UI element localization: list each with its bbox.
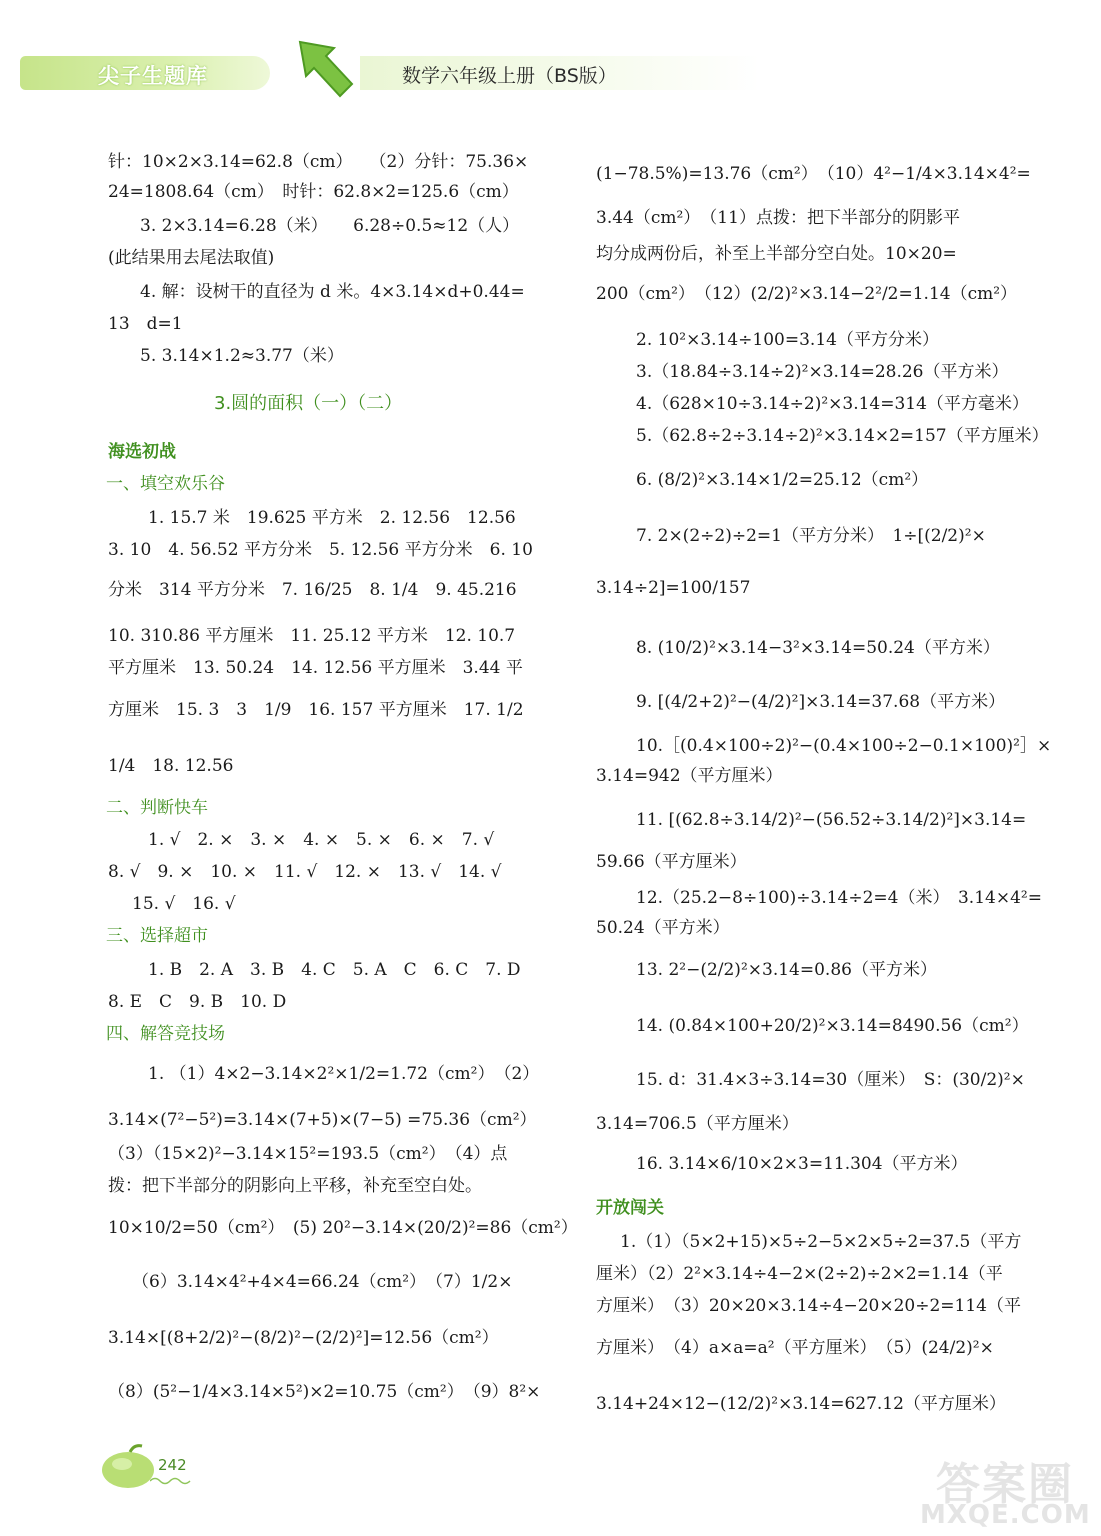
watermark xyxy=(920,1448,1090,1532)
text-line: 11. [(62.8÷3.14/2)²−(56.52÷3.14/2)²]×3.14= xyxy=(636,810,1027,830)
section-title: 3.圆的面积（一）（二） xyxy=(214,393,403,414)
text-line: 3.14+24×12−(12/2)²×3.14=627.12（平方厘米） xyxy=(596,1394,1006,1414)
text-line: 15. d：31.4×3÷3.14=30（厘米） S：(30/2)²× xyxy=(636,1070,1025,1090)
text-line: 3.（18.84÷3.14÷2)²×3.14=28.26（平方米） xyxy=(636,362,1009,382)
watermark-sub: MXQE.COM xyxy=(920,1500,1091,1530)
text-line: 24=1808.64（cm） 时针：62.8×2=125.6（cm） xyxy=(108,182,519,202)
text-line: 12.（25.2−8÷100)÷3.14÷2=4（米） 3.14×4²= xyxy=(636,888,1042,908)
text-line: 针：10×2×3.14=62.8（cm） （2）分针：75.36× xyxy=(108,152,529,172)
text-line: 10. 310.86 平方厘米 11. 25.12 平方米 12. 10.7 xyxy=(108,626,516,646)
text-line: 50.24（平方米） xyxy=(596,918,730,938)
text-line: 3.14÷2]=100/157 xyxy=(596,578,751,598)
text-line: 10×10/2=50（cm²） (5) 20²−3.14×(20/2)²=86（cm²） xyxy=(108,1218,578,1238)
text-line: 13 d=1 xyxy=(108,314,183,334)
text-line: 1.（1）（5×2+15)×5÷2−5×2×5÷2=37.5（平方 xyxy=(620,1232,1022,1252)
text-line: 厘米）（2）2²×3.14÷4−2×(2÷2)÷2×2=1.14（平 xyxy=(596,1264,1003,1284)
text-line: （6）3.14×4²+4×4=66.24（cm²） （7）1/2× xyxy=(132,1272,513,1292)
subsection-heading: 二、判断快车 xyxy=(106,798,208,818)
text-line: 3.14×(7²−5²)=3.14×(7+5)×(7−5) =75.36（cm²） xyxy=(108,1110,537,1130)
text-line: 9. [(4/2+2)²−(4/2)²]×3.14=37.68（平方米） xyxy=(636,692,1006,712)
text-line: 8. (10/2)²×3.14−3²×3.14=50.24（平方米） xyxy=(636,638,1000,658)
text-line: (此结果用去尾法取值) xyxy=(108,248,275,268)
text-line: 1. B 2. A 3. B 4. C 5. A C 6. C 7. D xyxy=(148,960,521,980)
text-line: 3. 2×3.14=6.28（米） 6.28÷0.5≈12（人） xyxy=(140,216,520,236)
text-line: 15. √ 16. √ xyxy=(132,894,236,914)
text-line: 3.14=942（平方厘米） xyxy=(596,766,783,786)
text-line: 8. E C 9. B 10. D xyxy=(108,992,287,1012)
text-line: 4.（628×10÷3.14÷2)²×3.14=314（平方毫米） xyxy=(636,394,1029,414)
text-line: 16. 3.14×6/10×2×3=11.304（平方米） xyxy=(636,1154,968,1174)
wave-decoration xyxy=(150,1476,194,1486)
watermark-main: 答案圈 xyxy=(936,1459,1074,1510)
subsection-heading: 三、选择超市 xyxy=(106,926,208,946)
text-line: 14. (0.84×100+20/2)²×3.14=8490.56（cm²） xyxy=(636,1016,1029,1036)
header-brand: 尖子生题库 xyxy=(98,64,208,88)
text-line: 分米 314 平方分米 7. 16/25 8. 1/4 9. 45.216 xyxy=(108,580,517,600)
text-line: （3）（15×2)²−3.14×15²=193.5（cm²） （4）点 xyxy=(108,1144,508,1164)
text-line: 5.（62.8÷2÷3.14÷2)²×3.14×2=157（平方厘米） xyxy=(636,426,1049,446)
text-line: 4. 解：设树干的直径为 d 米。4×3.14×d+0.44= xyxy=(140,282,525,302)
text-line: 均分成两份后，补至上半部分空白处。10×20= xyxy=(596,244,957,264)
text-line: 200（cm²） （12）(2/2)²×3.14−2²/2=1.14（cm²） xyxy=(596,284,1018,304)
page-number: 242 xyxy=(158,1456,187,1474)
text-line: 2. 10²×3.14÷100=3.14（平方分米） xyxy=(636,330,939,350)
header-title: 数学六年级上册（BS版） xyxy=(402,65,617,87)
section-heading: 开放闯关 xyxy=(596,1198,664,1218)
text-line: 拨：把下半部分的阴影向上平移，补充至空白处。 xyxy=(108,1176,482,1196)
text-line: 6. (8/2)²×3.14×1/2=25.12（cm²） xyxy=(636,470,929,490)
text-line: 1/4 18. 12.56 xyxy=(108,756,234,776)
text-line: (1−78.5%)=13.76（cm²） （10）4²−1/4×3.14×4²= xyxy=(596,164,1031,184)
text-line: 10.［(0.4×100÷2)²−(0.4×100÷2−0.1×100)²］× xyxy=(636,736,1052,756)
subsection-heading: 一、填空欢乐谷 xyxy=(106,474,225,494)
text-line: 3.14×[(8+2/2)²−(8/2)²−(2/2)²]=12.56（cm²） xyxy=(108,1328,499,1348)
subsection-heading: 四、解答竞技场 xyxy=(106,1024,225,1044)
section-heading: 海选初战 xyxy=(108,442,176,462)
text-line: 7. 2×(2÷2)÷2=1（平方分米） 1÷[(2/2)²× xyxy=(636,526,986,546)
text-line: 1. （1）4×2−3.14×2²×1/2=1.72（cm²） （2） xyxy=(148,1064,540,1084)
text-line: 1. 15.7 米 19.625 平方米 2. 12.56 12.56 xyxy=(148,508,516,528)
arrow-icon xyxy=(296,38,356,100)
text-line: 平方厘米 13. 50.24 14. 12.56 平方厘米 3.44 平 xyxy=(108,658,523,678)
text-line: 3.14=706.5（平方厘米） xyxy=(596,1114,799,1134)
text-line: 59.66（平方厘米） xyxy=(596,852,747,872)
text-line: 方厘米 15. 3 3 1/9 16. 157 平方厘米 17. 1/2 xyxy=(108,700,524,720)
text-line: 8. √ 9. × 10. × 11. √ 12. × 13. √ 14. √ xyxy=(108,862,502,882)
text-line: 5. 3.14×1.2≈3.77（米） xyxy=(140,346,344,366)
text-line: 1. √ 2. × 3. × 4. × 5. × 6. × 7. √ xyxy=(148,830,495,850)
text-line: 方厘米） （3）20×20×3.14÷4−20×20÷2=114（平 xyxy=(596,1296,1021,1316)
text-line: （8）(5²−1/4×3.14×5²)×2=10.75（cm²） （9）8²× xyxy=(108,1382,541,1402)
text-line: 13. 2²−(2/2)²×3.14=0.86（平方米） xyxy=(636,960,937,980)
text-line: 3. 10 4. 56.52 平方分米 5. 12.56 平方分米 6. 10 xyxy=(108,540,533,560)
text-line: 3.44（cm²） （11）点拨：把下半部分的阴影平 xyxy=(596,208,960,228)
text-line: 方厘米） （4）a×a=a²（平方厘米） （5）(24/2)²× xyxy=(596,1338,994,1358)
